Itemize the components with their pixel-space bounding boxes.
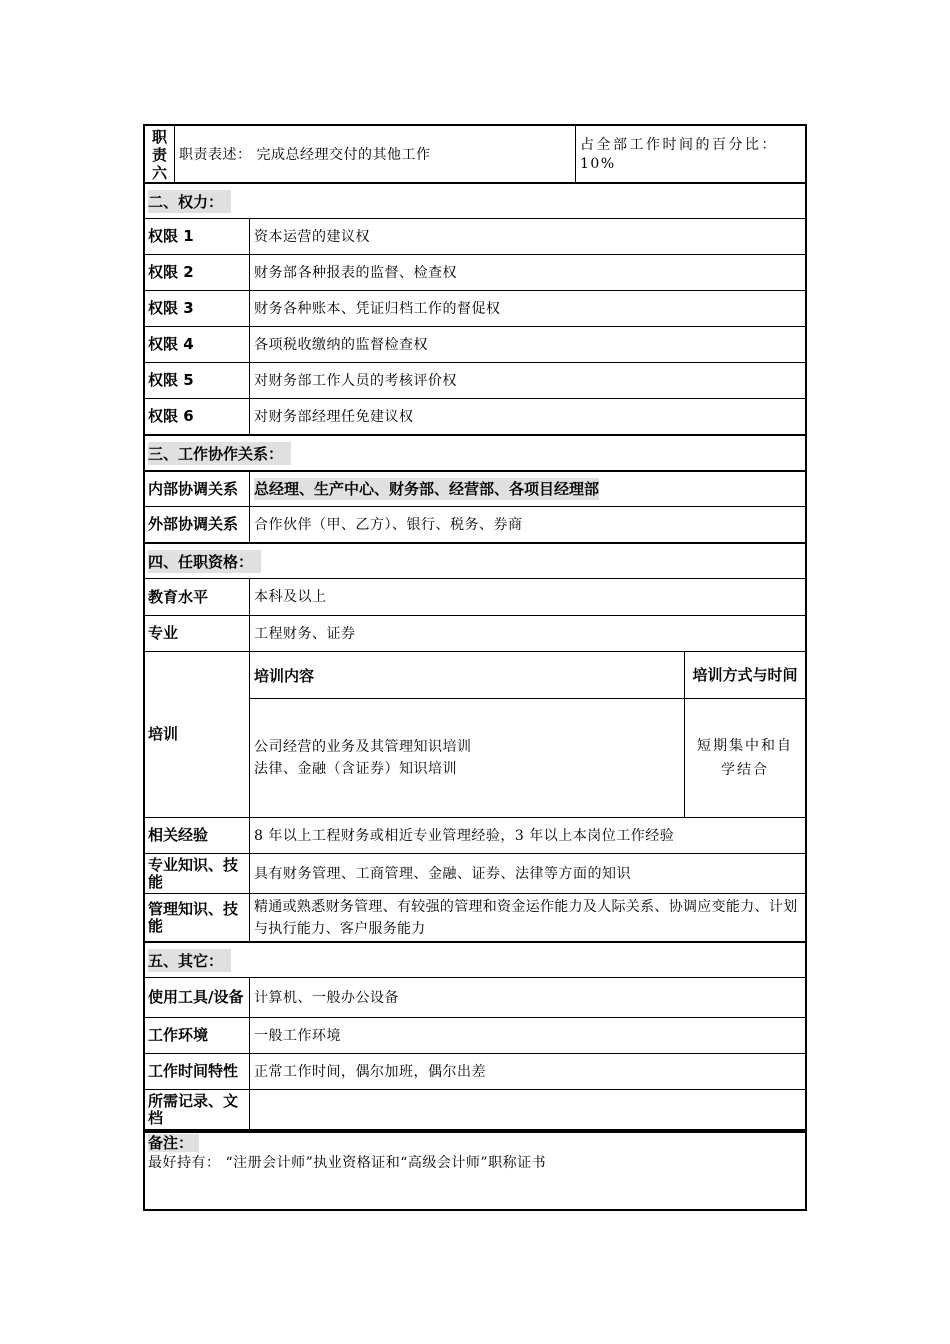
- major-label: 专业: [145, 616, 250, 651]
- other-section: [143, 943, 807, 1131]
- tools-row: [145, 977, 805, 1017]
- external-relation-row: [145, 506, 805, 542]
- notes-section: [143, 1131, 807, 1211]
- training-table: [250, 652, 805, 817]
- records-row: [145, 1089, 805, 1129]
- collaboration-section-title: 三、工作协作关系：: [145, 436, 805, 470]
- authority-section: [143, 184, 807, 436]
- training-header-row: [250, 652, 805, 699]
- work-time-row: [145, 1053, 805, 1089]
- prof-skill-value: 具有财务管理、工商管理、金融、证券、法律等方面的知识: [254, 865, 631, 882]
- training-content-header: 培训内容: [250, 652, 685, 698]
- authority-value: 对财务部工作人员的考核评价权: [254, 372, 457, 389]
- collaboration-section: [143, 436, 807, 544]
- authority-row: [145, 398, 805, 434]
- duty-six-label: 职责六: [145, 126, 175, 182]
- authority-label: 权限 1: [145, 219, 250, 254]
- authority-label: 权限 2: [145, 255, 250, 290]
- authority-value: 资本运营的建议权: [254, 228, 370, 245]
- major-value: 工程财务、证券: [254, 625, 356, 642]
- prof-skill-row: [145, 853, 805, 893]
- duty-six-block: [143, 124, 807, 184]
- training-content-line: 公司经营的业务及其管理知识培训: [254, 739, 472, 755]
- tools-label: 使用工具/设备: [145, 978, 250, 1017]
- authority-label: 权限 4: [145, 327, 250, 362]
- training-method-header: 培训方式与时间: [692, 666, 798, 684]
- work-time-value: 正常工作时间，偶尔加班，偶尔出差: [254, 1063, 486, 1080]
- authority-label: 权限 5: [145, 363, 250, 398]
- authority-label: 权限 3: [145, 291, 250, 326]
- experience-row: [145, 817, 805, 853]
- percent-value: 10%: [580, 156, 616, 172]
- authority-row: [145, 218, 805, 254]
- internal-relation-label: 内部协调关系: [145, 472, 250, 506]
- job-description-table: [143, 124, 807, 1211]
- internal-relation-value: 总经理、生产中心、财务部、经营部、各项目经理部: [254, 480, 600, 498]
- environment-label: 工作环境: [145, 1018, 250, 1053]
- percent-label: 占全部工作时间的百分比：: [580, 137, 778, 153]
- qualification-section: [143, 544, 807, 943]
- authority-value: 各项税收缴纳的监督检查权: [254, 336, 428, 353]
- authority-section-title: 二、权力：: [145, 184, 805, 218]
- mgmt-skill-label: 管理知识、技能: [145, 894, 250, 941]
- mgmt-skill-value: 精通或熟悉财务管理、有较强的管理和资金运作能力及人际关系、协调应变能力、计划与执行能力、客户服务能力: [254, 898, 798, 937]
- duty-six-percent: [576, 126, 805, 182]
- work-time-label: 工作时间特性: [145, 1054, 250, 1089]
- experience-label: 相关经验: [145, 818, 250, 853]
- records-label: 所需记录、文档: [145, 1090, 250, 1129]
- authority-value: 对财务部经理任免建议权: [254, 408, 414, 425]
- other-section-title: 五、其它：: [145, 943, 805, 977]
- education-label: 教育水平: [145, 579, 250, 615]
- training-content-cell: [250, 699, 685, 817]
- education-row: [145, 578, 805, 615]
- training-label: 培训: [145, 652, 250, 817]
- tools-value: 计算机、一般办公设备: [254, 989, 399, 1006]
- qualification-section-title: 四、任职资格：: [145, 544, 805, 578]
- training-body-row: [250, 699, 805, 817]
- internal-relation-row: [145, 470, 805, 506]
- environment-row: [145, 1017, 805, 1053]
- training-content-line: 法律、金融（含证券）知识培训: [254, 761, 457, 777]
- records-value: [250, 1090, 805, 1129]
- major-row: [145, 615, 805, 651]
- authority-row: [145, 326, 805, 362]
- notes-title: 备注：: [148, 1134, 802, 1153]
- authority-value: 财务各种账本、凭证归档工作的督促权: [254, 300, 501, 317]
- authority-label: 权限 6: [145, 399, 250, 434]
- prof-skill-label: 专业知识、技能: [145, 854, 250, 893]
- authority-row: [145, 290, 805, 326]
- external-relation-value: 合作伙伴（甲、乙方）、银行、税务、券商: [254, 516, 523, 533]
- notes-text: 最好持有： “注册会计师”执业资格证和“高级会计师”职称证书: [148, 1155, 547, 1171]
- external-relation-label: 外部协调关系: [145, 507, 250, 542]
- mgmt-skill-row: [145, 893, 805, 941]
- experience-value: 8 年以上工程财务或相近专业管理经验，3 年以上本岗位工作经验: [254, 827, 675, 844]
- education-value: 本科及以上: [254, 589, 327, 605]
- environment-value: 一般工作环境: [254, 1027, 341, 1044]
- duty-six-description: 职责表述： 完成总经理交付的其他工作: [175, 126, 576, 182]
- authority-row: [145, 254, 805, 290]
- authority-value: 财务部各种报表的监督、检查权: [254, 264, 457, 281]
- training-row: [145, 651, 805, 817]
- training-method-value: 短期集中和自学结合: [697, 738, 793, 778]
- authority-row: [145, 362, 805, 398]
